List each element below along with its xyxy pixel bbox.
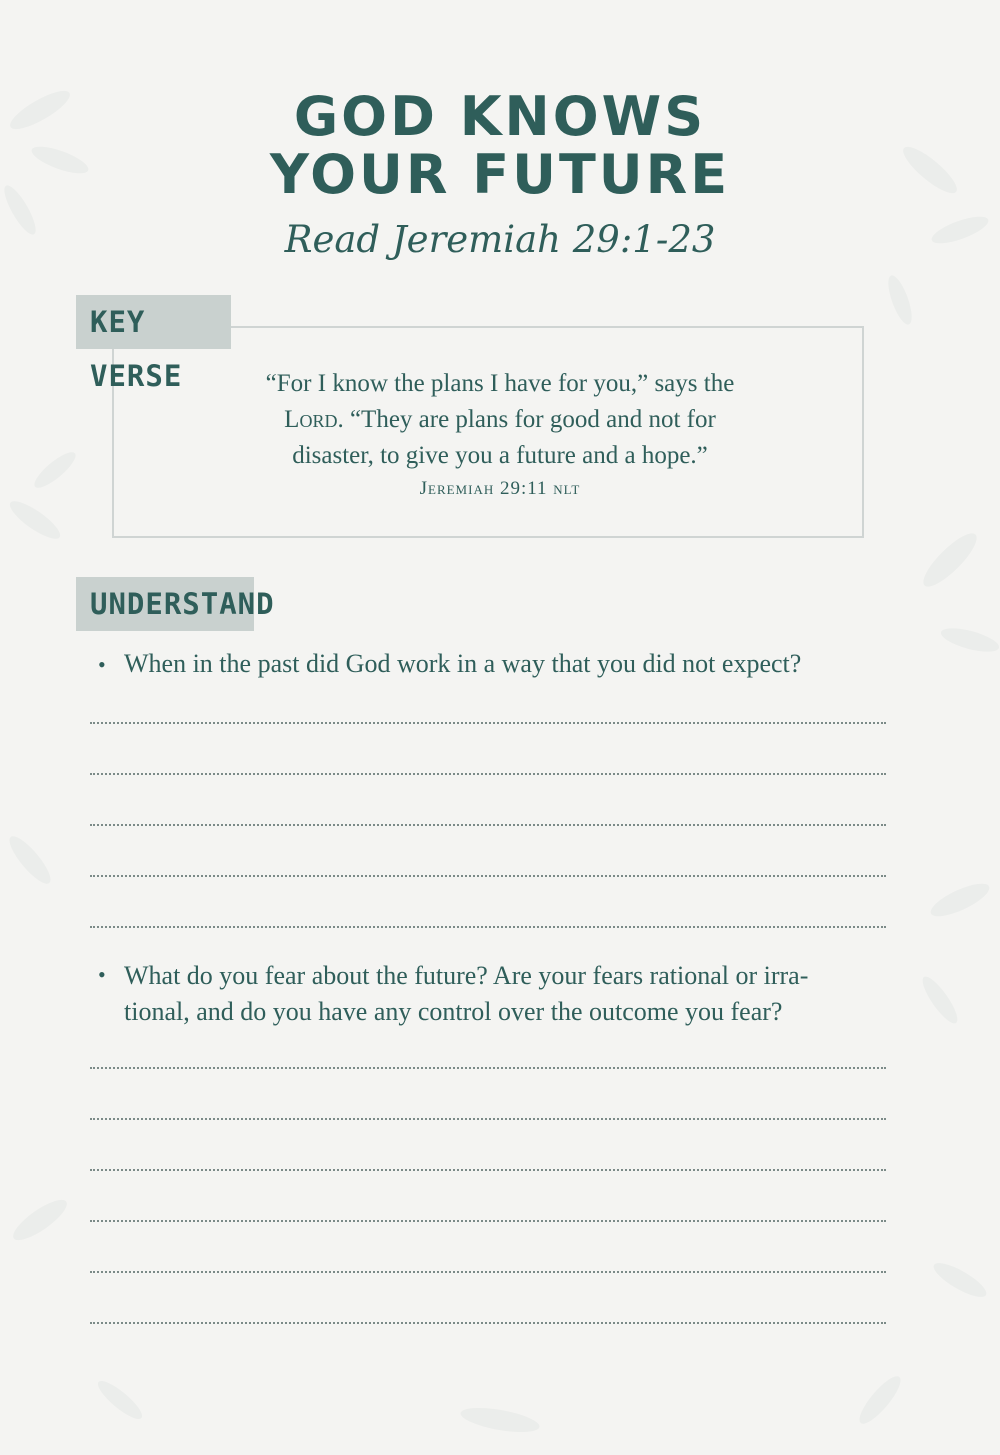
answer-line-1-3[interactable] bbox=[90, 824, 886, 826]
key-verse-reference: Jeremiah 29:11 nlt bbox=[419, 478, 581, 499]
answer-line-1-2[interactable] bbox=[90, 773, 886, 775]
question-2 bbox=[124, 958, 884, 1030]
question-2-line-1: What do you fear about the future? Are your fears rational or irra- bbox=[124, 961, 809, 990]
bullet-icon: • bbox=[98, 652, 106, 677]
scripture-reading-subtitle: Read Jeremiah 29:1-23 bbox=[284, 218, 716, 261]
question-2-line-2: tional, and do you have any control over the outcome you fear? bbox=[124, 997, 783, 1026]
lord-small-caps: Lord bbox=[284, 406, 338, 433]
key-verse-line-3: disaster, to give you a future and a hope.” bbox=[292, 442, 708, 469]
understand-label: UNDERSTAND bbox=[76, 577, 254, 631]
answer-line-1-5[interactable] bbox=[90, 926, 886, 928]
bullet-icon: • bbox=[98, 962, 106, 987]
key-verse-line-2-rest: . “They are plans for good and not for bbox=[337, 406, 716, 433]
answer-line-2-1[interactable] bbox=[90, 1067, 886, 1069]
page-title-line-1: GOD KNOWS bbox=[293, 85, 707, 148]
answer-line-2-6[interactable] bbox=[90, 1322, 886, 1324]
question-1: When in the past did God work in a way that you did not expect? bbox=[124, 649, 802, 678]
answer-line-2-5[interactable] bbox=[90, 1271, 886, 1273]
answer-line-2-2[interactable] bbox=[90, 1118, 886, 1120]
key-verse-line-1: “For I know the plans I have for you,” says the bbox=[265, 370, 735, 397]
page-title-line-2: YOUR FUTURE bbox=[269, 143, 731, 206]
key-verse-line-2 bbox=[0, 402, 1000, 438]
answer-line-1-4[interactable] bbox=[90, 875, 886, 877]
key-verse-text bbox=[0, 366, 1000, 474]
key-verse-label: KEY VERSE bbox=[76, 295, 231, 349]
answer-line-1-1[interactable] bbox=[90, 722, 886, 724]
answer-line-2-3[interactable] bbox=[90, 1169, 886, 1171]
answer-line-2-4[interactable] bbox=[90, 1220, 886, 1222]
